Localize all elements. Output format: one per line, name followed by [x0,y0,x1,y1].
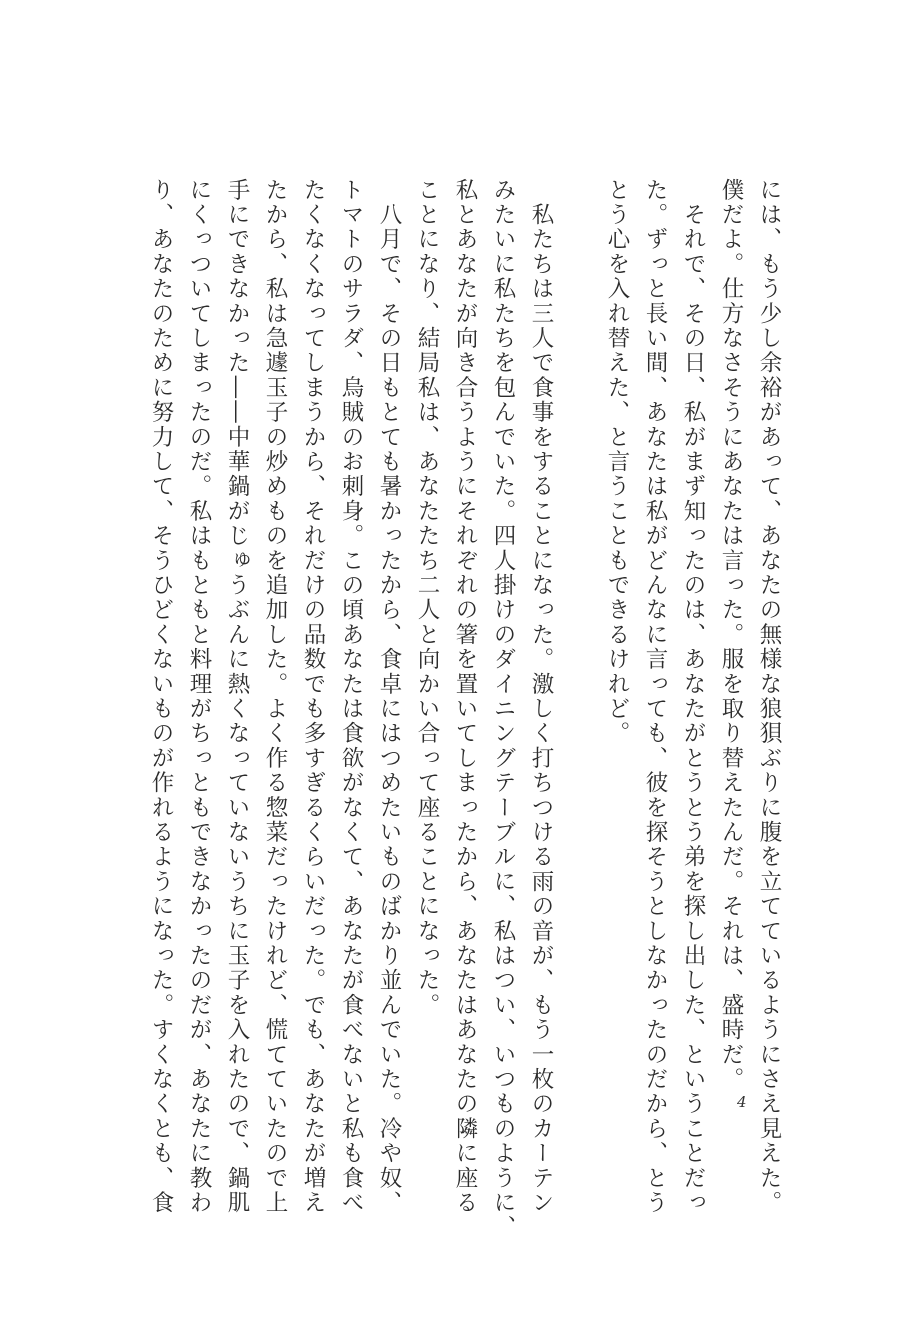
text-line: には、もう少し余裕があって、あなたの無様な狼狽ぶりに腹を立てているようにさえ見えた。 [756,178,782,1216]
text-line: 手にできなかった――中華鍋がじゅうぶんに熱くなっていないうちに玉子を入れたので、鍋肌 [224,178,250,1216]
page-number: 4 [737,1093,747,1111]
text-line: たから、私は急遽玉子の炒めものを追加した。よく作る惣菜だったけれど、慌てていたので上 [262,178,288,1216]
text-line: それで、その日、私がまず知ったのは、あなたがとうとう弟を探し出した、ということだっ [680,178,706,1216]
text-line: トマトのサラダ、烏賊のお刺身。この頃あなたは食欲がなくて、あなたが食べないと私も食べ [338,178,364,1216]
text-line: たくなくなってしまうから、それだけの品数でも多すぎるくらいだった。でも、あなたが増え [300,178,326,1216]
text-line: り、あなたのために努力して、そうひどくないものが作れるようになった。すくなくとも、食 [148,178,174,1216]
text-line: とう心を入れ替えた、と言うこともできるけれど。 [604,178,630,747]
text-line: 八月で、その日もとても暑かったから、食卓にはつめたいものばかり並んでいた。冷や奴、 [376,178,402,1216]
text-line: 私とあなたが向き合うようにそれぞれの箸を置いてしまったから、あなたはあなたの隣に座る [452,178,478,1216]
text-line: た。ずっと長い間、あなたは私がどんなに言っても、彼を探そうとしなかったのだから、とう [642,178,668,1216]
text-line: にくっついてしまったのだ。私はもともと料理がちっともできなかったのだが、あなたに教わ [186,178,212,1216]
text-line: 私たちは三人で食事をすることになった。激しく打ちつける雨の音が、もう一枚のカーテン [528,178,554,1216]
text-line: 僕だよ。仕方なさそうにあなたは言った。服を取り替えたんだ。それは、盛時だ。 [718,178,744,1092]
text-line: みたいに私たちを包んでいた。四人掛けのダイニングテーブルに、私はつい、いつものように、 [490,178,516,1241]
text-line: ことになり、結局私は、あなたたち二人と向かい合って座ることになった。 [414,178,440,1018]
